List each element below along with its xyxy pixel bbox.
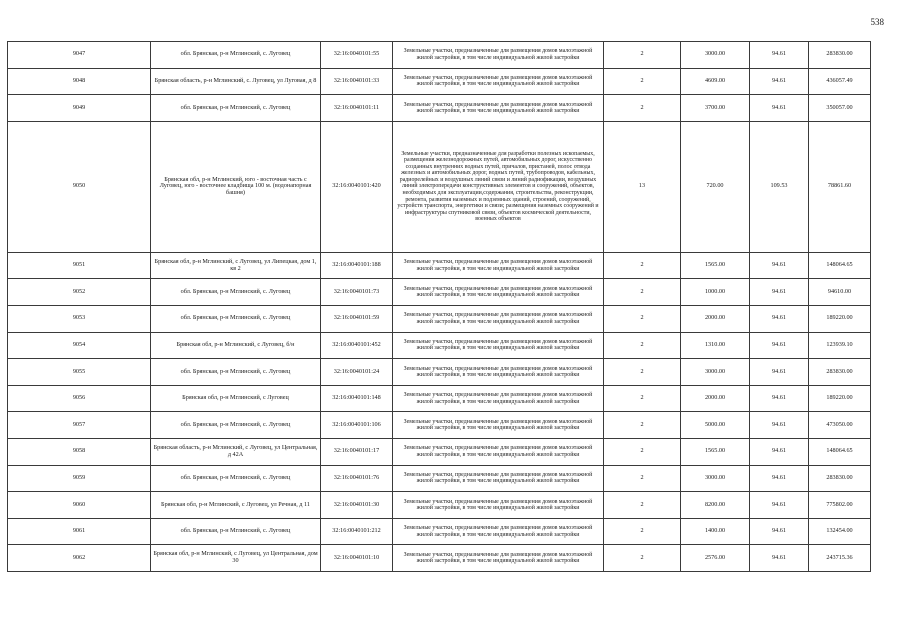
- use-group-cell: 2: [604, 95, 681, 122]
- permitted-use-cell: Земельные участки, предназначенные для размещения домов малоэтажной жилой застройки, в том числе индивидуальной жилой застройки: [393, 305, 604, 332]
- cadastral-value-cell: 189220.00: [809, 305, 871, 332]
- row-number: 9058: [8, 438, 151, 465]
- row-number: 9057: [8, 412, 151, 439]
- cadastral-value-cell: 283830.00: [809, 359, 871, 386]
- row-number: 9047: [8, 42, 151, 69]
- area-cell: 2000.00: [681, 385, 750, 412]
- cadastral-number-cell: 32:16:0040101:11: [321, 95, 393, 122]
- cadastral-number-cell: 32:16:0040101:10: [321, 545, 393, 572]
- specific-value-cell: 94.61: [750, 252, 809, 279]
- cadastral-value-cell: 123939.10: [809, 332, 871, 359]
- table-row: [8, 412, 871, 439]
- row-number: 9055: [8, 359, 151, 386]
- address-cell: Брянская обл, р-н Мглинский, с Луговец: [151, 385, 321, 412]
- area-cell: 1565.00: [681, 438, 750, 465]
- address-cell: Брянская область, р-н Мглинский, с Луговец, ул Центральная, д 42А: [151, 438, 321, 465]
- permitted-use-cell: Земельные участки, предназначенные для размещения домов малоэтажной жилой застройки, в том числе индивидуальной жилой застройки: [393, 465, 604, 492]
- table-row: [8, 305, 871, 332]
- cadastral-number-cell: 32:16:0040101:24: [321, 359, 393, 386]
- permitted-use-cell: Земельные участки, предназначенные для размещения домов малоэтажной жилой застройки, в том числе индивидуальной жилой застройки: [393, 68, 604, 95]
- specific-value-cell: 94.61: [750, 385, 809, 412]
- specific-value-cell: 94.61: [750, 492, 809, 519]
- area-cell: 3000.00: [681, 42, 750, 69]
- area-cell: 2576.00: [681, 545, 750, 572]
- cadastral-value-cell: 436057.49: [809, 68, 871, 95]
- cadastral-number-cell: 32:16:0040101:55: [321, 42, 393, 69]
- use-group-cell: 2: [604, 518, 681, 545]
- address-cell: Брянская обл, р-н Мглинский, юго - восточная часть с Луговец, юго - восточнее кладбища 100 м. (водонапорная башня): [151, 121, 321, 252]
- row-number: 9060: [8, 492, 151, 519]
- address-cell: обл. Брянская, р-н Мглинский, с. Луговец: [151, 412, 321, 439]
- use-group-cell: 13: [604, 121, 681, 252]
- permitted-use-cell: Земельные участки, предназначенные для размещения домов малоэтажной жилой застройки, в том числе индивидуальной жилой застройки: [393, 279, 604, 306]
- cadastral-number-cell: 32:16:0040101:452: [321, 332, 393, 359]
- table-row: [8, 359, 871, 386]
- use-group-cell: 2: [604, 42, 681, 69]
- address-cell: Брянская обл, р-н Мглинский, с Луговец, б/н: [151, 332, 321, 359]
- cadastral-value-cell: 148064.65: [809, 438, 871, 465]
- use-group-cell: 2: [604, 545, 681, 572]
- use-group-cell: 2: [604, 279, 681, 306]
- cadastral-number-cell: 32:16:0040101:76: [321, 465, 393, 492]
- cadastral-number-cell: 32:16:0040101:188: [321, 252, 393, 279]
- area-cell: 720.00: [681, 121, 750, 252]
- use-group-cell: 2: [604, 438, 681, 465]
- area-cell: 3700.00: [681, 95, 750, 122]
- row-number: 9061: [8, 518, 151, 545]
- cadastral-value-cell: 78861.60: [809, 121, 871, 252]
- cadastral-value-cell: 775802.00: [809, 492, 871, 519]
- row-number: 9054: [8, 332, 151, 359]
- table-row: [8, 95, 871, 122]
- specific-value-cell: 94.61: [750, 412, 809, 439]
- address-cell: обл. Брянская, р-н Мглинский, с. Луговец: [151, 42, 321, 69]
- address-cell: обл. Брянская, р-н Мглинский, с. Луговец: [151, 305, 321, 332]
- row-number: 9062: [8, 545, 151, 572]
- area-cell: 2000.00: [681, 305, 750, 332]
- permitted-use-cell: Земельные участки, предназначенные для размещения домов малоэтажной жилой застройки, в том числе индивидуальной жилой застройки: [393, 545, 604, 572]
- permitted-use-cell: Земельные участки, предназначенные для размещения домов малоэтажной жилой застройки, в том числе индивидуальной жилой застройки: [393, 359, 604, 386]
- cadastral-value-cell: 283830.00: [809, 42, 871, 69]
- row-number: 9053: [8, 305, 151, 332]
- cadastral-value-cell: 350057.00: [809, 95, 871, 122]
- row-number: 9056: [8, 385, 151, 412]
- specific-value-cell: 94.61: [750, 42, 809, 69]
- table-row: [8, 545, 871, 572]
- cadastral-value-cell: 132454.00: [809, 518, 871, 545]
- specific-value-cell: 109.53: [750, 121, 809, 252]
- specific-value-cell: 94.61: [750, 95, 809, 122]
- use-group-cell: 2: [604, 465, 681, 492]
- specific-value-cell: 94.61: [750, 359, 809, 386]
- page-number: 538: [870, 17, 884, 27]
- cadastral-number-cell: 32:16:0040101:59: [321, 305, 393, 332]
- cadastral-number-cell: 32:16:0040101:420: [321, 121, 393, 252]
- permitted-use-cell: Земельные участки, предназначенные для размещения домов малоэтажной жилой застройки, в том числе индивидуальной жилой застройки: [393, 438, 604, 465]
- cadastral-number-cell: 32:16:0040101:106: [321, 412, 393, 439]
- specific-value-cell: 94.61: [750, 545, 809, 572]
- row-number: 9051: [8, 252, 151, 279]
- permitted-use-cell: Земельные участки, предназначенные для размещения домов малоэтажной жилой застройки, в том числе индивидуальной жилой застройки: [393, 518, 604, 545]
- table-row: [8, 279, 871, 306]
- table-row: [8, 332, 871, 359]
- table-row: [8, 252, 871, 279]
- table-row: [8, 438, 871, 465]
- specific-value-cell: 94.61: [750, 305, 809, 332]
- table-row: [8, 121, 871, 252]
- address-cell: Брянская обл, р-н Мглинский, с Луговец, ул Липецкая, дом 1, кв 2: [151, 252, 321, 279]
- row-number: 9049: [8, 95, 151, 122]
- area-cell: 1565.00: [681, 252, 750, 279]
- cadastral-value-cell: 148064.65: [809, 252, 871, 279]
- area-cell: 1400.00: [681, 518, 750, 545]
- area-cell: 1000.00: [681, 279, 750, 306]
- cadastral-value-cell: 94610.00: [809, 279, 871, 306]
- address-cell: обл. Брянская, р-н Мглинский, с. Луговец: [151, 359, 321, 386]
- land-valuation-table: [7, 41, 871, 572]
- area-cell: 4609.00: [681, 68, 750, 95]
- area-cell: 3000.00: [681, 359, 750, 386]
- address-cell: обл. Брянская, р-н Мглинский, с. Луговец: [151, 279, 321, 306]
- use-group-cell: 2: [604, 252, 681, 279]
- address-cell: обл. Брянская, р-н Мглинский, с. Луговец: [151, 465, 321, 492]
- address-cell: Брянская обл, р-н Мглинский, с Луговец, ул Речная, д 11: [151, 492, 321, 519]
- cadastral-value-cell: 283830.00: [809, 465, 871, 492]
- table-row: [8, 42, 871, 69]
- area-cell: 1310.00: [681, 332, 750, 359]
- cadastral-number-cell: 32:16:0040101:73: [321, 279, 393, 306]
- use-group-cell: 2: [604, 68, 681, 95]
- use-group-cell: 2: [604, 359, 681, 386]
- permitted-use-cell: Земельные участки, предназначенные для разработки полезных ископаемых, размещения железнодорожных путей, автомобильных дорог, искусственно созданных внутренних водных путей, причалов, пристаней, полос отвода железных и автомобильных дорог, водных путей, трубопроводов, кабельных, радиорелейных и воздушных линий связи и линий радиофикации, воздушных линий электропередачи конструктивных элементов и сооружений, объектов, необходимых для эксплуатации,содержания, строительства, реконструкции, ремонта, развития наземных и подземных зданий, строений, сооружений, устройств транспорта, энергетики и связи; размещения наземных сооружений и инфраструктуры спутниковой связи, объектов космической деятельности, военных объектов: [393, 121, 604, 252]
- specific-value-cell: 94.61: [750, 465, 809, 492]
- row-number: 9059: [8, 465, 151, 492]
- table-row: [8, 518, 871, 545]
- cadastral-number-cell: 32:16:0040101:212: [321, 518, 393, 545]
- row-number: 9050: [8, 121, 151, 252]
- address-cell: Брянская область, р-н Мглинский, с. Луговец, ул Луговая, д 8: [151, 68, 321, 95]
- specific-value-cell: 94.61: [750, 279, 809, 306]
- address-cell: обл. Брянская, р-н Мглинский, с. Луговец: [151, 518, 321, 545]
- permitted-use-cell: Земельные участки, предназначенные для размещения домов малоэтажной жилой застройки, в том числе индивидуальной жилой застройки: [393, 42, 604, 69]
- use-group-cell: 2: [604, 412, 681, 439]
- row-number: 9048: [8, 68, 151, 95]
- specific-value-cell: 94.61: [750, 518, 809, 545]
- permitted-use-cell: Земельные участки, предназначенные для размещения домов малоэтажной жилой застройки, в том числе индивидуальной жилой застройки: [393, 252, 604, 279]
- area-cell: 5000.00: [681, 412, 750, 439]
- table-row: [8, 465, 871, 492]
- permitted-use-cell: Земельные участки, предназначенные для размещения домов малоэтажной жилой застройки, в том числе индивидуальной жилой застройки: [393, 332, 604, 359]
- use-group-cell: 2: [604, 332, 681, 359]
- row-number: 9052: [8, 279, 151, 306]
- use-group-cell: 2: [604, 492, 681, 519]
- cadastral-value-cell: 473050.00: [809, 412, 871, 439]
- cadastral-value-cell: 189220.00: [809, 385, 871, 412]
- table-row: [8, 492, 871, 519]
- specific-value-cell: 94.61: [750, 438, 809, 465]
- area-cell: 3000.00: [681, 465, 750, 492]
- permitted-use-cell: Земельные участки, предназначенные для размещения домов малоэтажной жилой застройки, в том числе индивидуальной жилой застройки: [393, 95, 604, 122]
- permitted-use-cell: Земельные участки, предназначенные для размещения домов малоэтажной жилой застройки, в том числе индивидуальной жилой застройки: [393, 385, 604, 412]
- cadastral-value-cell: 243715.36: [809, 545, 871, 572]
- specific-value-cell: 94.61: [750, 68, 809, 95]
- cadastral-number-cell: 32:16:0040101:148: [321, 385, 393, 412]
- permitted-use-cell: Земельные участки, предназначенные для размещения домов малоэтажной жилой застройки, в том числе индивидуальной жилой застройки: [393, 412, 604, 439]
- specific-value-cell: 94.61: [750, 332, 809, 359]
- table-row: [8, 68, 871, 95]
- address-cell: обл. Брянская, р-н Мглинский, с. Луговец: [151, 95, 321, 122]
- cadastral-number-cell: 32:16:0040101:33: [321, 68, 393, 95]
- address-cell: Брянская обл, р-н Мглинский, с Луговец, ул Центральная, дом 30: [151, 545, 321, 572]
- use-group-cell: 2: [604, 305, 681, 332]
- use-group-cell: 2: [604, 385, 681, 412]
- cadastral-number-cell: 32:16:0040101:17: [321, 438, 393, 465]
- area-cell: 8200.00: [681, 492, 750, 519]
- permitted-use-cell: Земельные участки, предназначенные для размещения домов малоэтажной жилой застройки, в том числе индивидуальной жилой застройки: [393, 492, 604, 519]
- cadastral-number-cell: 32:16:0040101:30: [321, 492, 393, 519]
- table-row: [8, 385, 871, 412]
- table-body: [8, 42, 871, 572]
